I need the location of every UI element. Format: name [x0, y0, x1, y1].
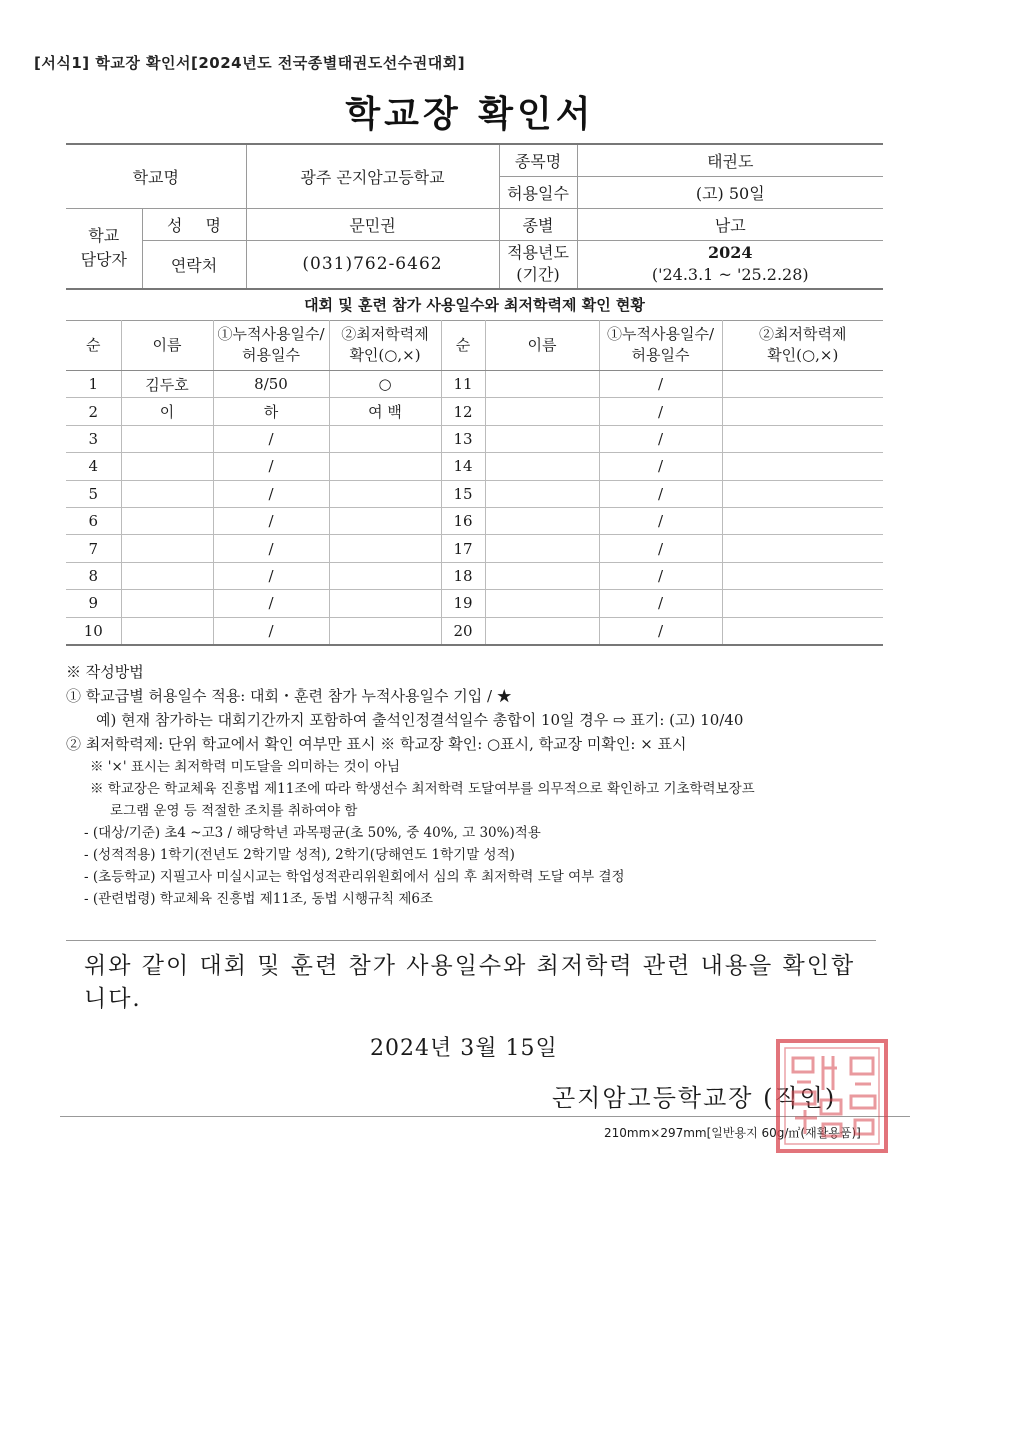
- table-cell: 12: [441, 398, 485, 425]
- table-header: ①누적사용일수/ 허용일수: [599, 320, 722, 371]
- table-cell: /: [599, 480, 722, 507]
- table-cell: [121, 480, 213, 507]
- table-cell: [722, 617, 883, 645]
- writing-guide: [66, 660, 896, 910]
- table-cell: 3: [66, 425, 121, 452]
- page-title: 학교장 확인서: [345, 94, 595, 135]
- table-row: [66, 480, 883, 507]
- school-info-table: [66, 143, 883, 289]
- table-cell: [485, 371, 599, 398]
- table-cell: [722, 562, 883, 589]
- table-cell: /: [599, 398, 722, 425]
- table-row: [66, 425, 883, 452]
- table-cell: [121, 425, 213, 452]
- table-cell: [485, 590, 599, 617]
- table-cell: /: [213, 507, 329, 534]
- table-cell: [722, 425, 883, 452]
- manager-contact-value: (031)762-6462: [246, 240, 499, 288]
- school-name-label: 학교명: [66, 144, 246, 208]
- confirmation-text: 위와 같이 대회 및 훈련 참가 사용일수와 최저학력 관련 내용을 확인합니다.: [84, 953, 856, 1012]
- allowed-days-value: (고) 50일: [577, 176, 883, 208]
- table-header: ②최저학력제 확인(○,×): [722, 320, 883, 371]
- table-cell: /: [213, 590, 329, 617]
- table-cell: [722, 371, 883, 398]
- section-title: 대회 및 훈련 참가 사용일수와 최저학력제 확인 현황: [66, 288, 883, 321]
- table-header: 이름: [485, 320, 599, 371]
- table-cell: [485, 507, 599, 534]
- table-cell: /: [599, 617, 722, 645]
- table-cell: [485, 617, 599, 645]
- event-label: 종목명: [499, 144, 577, 176]
- manager-name-label: 성 명: [142, 208, 246, 240]
- table-cell: [329, 535, 441, 562]
- table-cell: /: [599, 590, 722, 617]
- guide-sub-1: ※ '×' 표시는 최저학력 미도달을 의미하는 것이 아님: [90, 759, 401, 775]
- apply-year-cell: [577, 240, 883, 288]
- table-cell: [121, 453, 213, 480]
- table-row: [66, 398, 883, 425]
- table-row: [66, 617, 883, 645]
- guide-item-2: ② 최저학력제: 단위 학교에서 확인 여부만 표시 ※ 학교장 확인: ○표시, 학교장 미확인: × 표시: [66, 735, 687, 753]
- table-cell: /: [599, 453, 722, 480]
- table-cell: 4: [66, 453, 121, 480]
- form-label: [서식1] 학교장 확인서[2024년도 전국종별태권도선수권대회]: [34, 54, 466, 72]
- guide-detail-1: - (대상/기준) 초4 ~고3 / 해당학년 과목평균(초 50%, 중 40%, 고 30%)적용: [84, 825, 541, 841]
- table-cell: 10: [66, 617, 121, 645]
- principal-signature: 곤지암고등학교장 (직인): [552, 1084, 837, 1112]
- guide-detail-4: - (관련법령) 학교체육 진흥법 제11조, 동법 시행규칙 제6조: [84, 891, 434, 907]
- table-cell: /: [599, 562, 722, 589]
- table-cell: 18: [441, 562, 485, 589]
- table-cell: 16: [441, 507, 485, 534]
- manager-name-value: 문민권: [246, 208, 499, 240]
- table-cell: /: [213, 562, 329, 589]
- table-cell: /: [213, 425, 329, 452]
- table-cell: /: [213, 617, 329, 645]
- gender-category-label: 종별: [499, 208, 577, 240]
- table-cell: 1: [66, 371, 121, 398]
- table-cell: [722, 535, 883, 562]
- table-cell: /: [213, 480, 329, 507]
- table-cell: [121, 590, 213, 617]
- table-cell: 15: [441, 480, 485, 507]
- table-row: [66, 590, 883, 617]
- table-cell: ○: [329, 371, 441, 398]
- guide-sub-2: ※ 학교장은 학교체육 진흥법 제11조에 따라 학생선수 최저학력 도달여부를 의무적으로 확인하고 기초학력보장프: [90, 781, 755, 797]
- table-cell: [329, 480, 441, 507]
- table-cell: 8: [66, 562, 121, 589]
- apply-period-value: ('24.3.1 ~ '25.2.28): [651, 265, 809, 284]
- table-cell: 이: [121, 398, 213, 425]
- table-row: [66, 507, 883, 534]
- table-cell: [121, 617, 213, 645]
- table-cell: 2: [66, 398, 121, 425]
- table-cell: [329, 617, 441, 645]
- school-name-value: 광주 곤지암고등학교: [246, 144, 499, 208]
- table-cell: 19: [441, 590, 485, 617]
- table-cell: [485, 562, 599, 589]
- apply-year-label: 적용년도 (기간): [499, 240, 577, 288]
- table-cell: 하: [213, 398, 329, 425]
- table-cell: [485, 535, 599, 562]
- gender-category-value: 남고: [577, 208, 883, 240]
- table-cell: 8/50: [213, 371, 329, 398]
- guide-detail-3: - (초등학교) 지필고사 미실시교는 학업성적관리위원회에서 심의 후 최저학력 도달 여부 결정: [84, 869, 625, 885]
- guide-title: ※ 작성방법: [66, 663, 144, 681]
- table-cell: [329, 590, 441, 617]
- table-cell: 김두호: [121, 371, 213, 398]
- table-cell: 6: [66, 507, 121, 534]
- table-cell: [121, 507, 213, 534]
- table-cell: [485, 425, 599, 452]
- table-cell: [722, 453, 883, 480]
- paper-spec: 210mm×297mm[일반용지 60g/㎡(재활용품)]: [604, 1126, 861, 1140]
- table-cell: /: [599, 371, 722, 398]
- table-cell: [722, 480, 883, 507]
- table-cell: [329, 425, 441, 452]
- table-header: ②최저학력제 확인(○,×): [329, 320, 441, 371]
- table-row: [66, 453, 883, 480]
- table-cell: [329, 562, 441, 589]
- table-cell: /: [599, 425, 722, 452]
- guide-item-1: ① 학교급별 허용일수 적용: 대회・훈련 참가 누적사용일수 기입 / ★: [66, 687, 512, 705]
- event-value: 태권도: [577, 144, 883, 176]
- apply-year-value: 2024: [707, 243, 753, 262]
- table-cell: [329, 507, 441, 534]
- table-cell: [121, 535, 213, 562]
- divider: [66, 940, 876, 941]
- manager-contact-label: 연락처: [142, 240, 246, 288]
- participation-table: [66, 320, 883, 646]
- issue-date: 2024년 3월 15일: [370, 1036, 558, 1061]
- guide-detail-2: - (성적적용) 1학기(전년도 2학기말 성적), 2학기(당해연도 1학기말 성적): [84, 847, 515, 863]
- table-cell: [722, 398, 883, 425]
- table-cell: [722, 507, 883, 534]
- table-cell: /: [213, 535, 329, 562]
- table-cell: [485, 480, 599, 507]
- official-seal-icon: [775, 1038, 889, 1154]
- table-cell: /: [599, 535, 722, 562]
- table-cell: [722, 590, 883, 617]
- table-cell: [485, 453, 599, 480]
- table-header: 순: [66, 320, 121, 371]
- table-cell: 5: [66, 480, 121, 507]
- guide-sub-2-cont: 로그램 운영 등 적절한 조치를 취하여야 함: [110, 803, 358, 819]
- manager-label: 학교 담당자: [66, 208, 142, 288]
- table-cell: 20: [441, 617, 485, 645]
- table-cell: 여 백: [329, 398, 441, 425]
- table-header: 이름: [121, 320, 213, 371]
- table-row: [66, 371, 883, 398]
- table-row: [66, 562, 883, 589]
- table-header: 순: [441, 320, 485, 371]
- table-cell: 17: [441, 535, 485, 562]
- table-cell: 11: [441, 371, 485, 398]
- table-cell: /: [599, 507, 722, 534]
- table-cell: 9: [66, 590, 121, 617]
- table-cell: [121, 562, 213, 589]
- table-cell: 14: [441, 453, 485, 480]
- table-cell: /: [213, 453, 329, 480]
- guide-item-1-example: 예) 현재 참가하는 대회기간까지 포함하여 출석인정결석일수 총합이 10일 경우 ⇨ 표기: (고) 10/40: [96, 711, 744, 729]
- allowed-days-label: 허용일수: [499, 176, 577, 208]
- table-header: ①누적사용일수/ 허용일수: [213, 320, 329, 371]
- table-cell: [329, 453, 441, 480]
- table-row: [66, 535, 883, 562]
- table-cell: 13: [441, 425, 485, 452]
- table-cell: 7: [66, 535, 121, 562]
- table-cell: [485, 398, 599, 425]
